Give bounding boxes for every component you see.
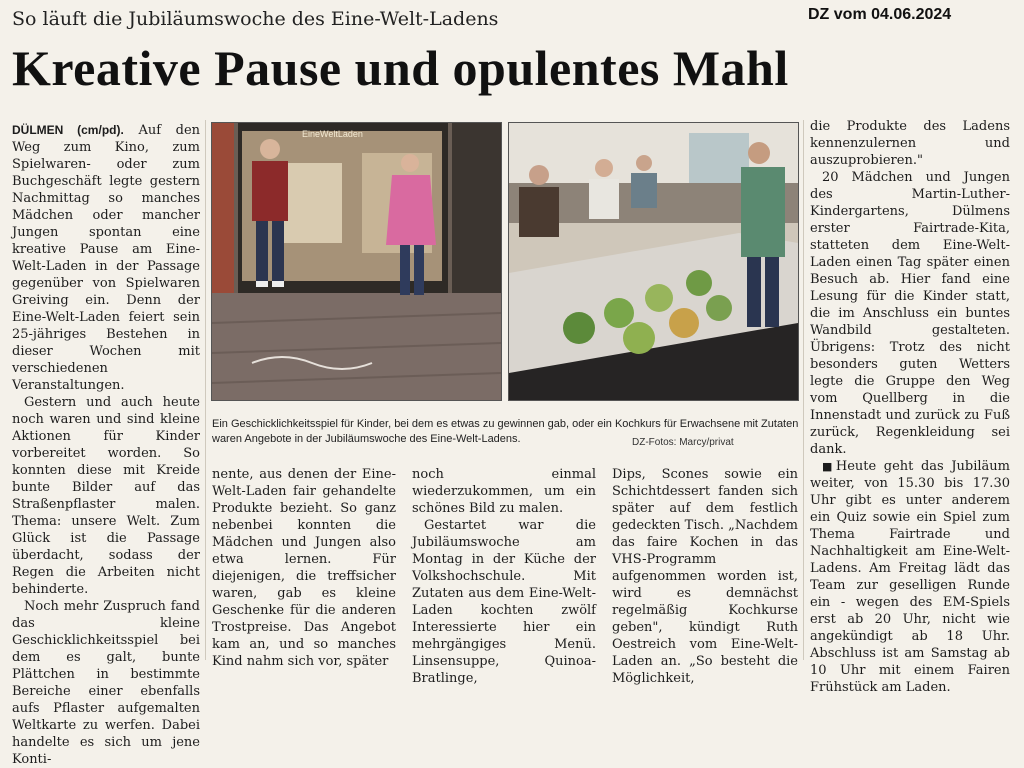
paragraph: Dips, Scones sowie ein Schichtdessert fanden sich später auf dem festlich gedeckten Tisch. „Nachdem das faire Kochen in das VHS-Programm aufgenommen worden ist, wird es demnächst regelmäßig Kochkurse geben", kündigt Ruth Oestreich vom Eine-Welt-Laden an. „So besteht die Möglichkeit,: [612, 467, 798, 686]
paragraph: ■ Heute geht das Jubiläum weiter, von 15.30 bis 17.30 Uhr gibt es unter anderem ein Quiz sowie ein Spiel zum Thema Fairtrade und Nachhaltigkeit am Eine-Welt-Ladens. Am Freitag lädt das Team zur geselligen Runde ein - wegen des EM-Spiels erst ab 20 Uhr, nicht wie angekündigt ab 18 Uhr. Abschluss ist am Samstag ab 10 Uhr mit einem Fairen Frühstück am Laden.: [810, 458, 1010, 696]
paragraph: 20 Mädchen und Jungen des Martin-Luther-Kindergartens, Dülmens erster Fairtrade-Kita, statteten dem Eine-Welt-Laden einen Tag später einen Besuch ab. Hier fand eine Lesung für die Kinder statt, die im Anschluss ein buntes Wandbild gestalteten. Übrigens: Trotz des nicht besonders guten Wetters legte die Gruppe den Weg vom Quellberg in die Innenstadt und zurück zu Fuß zurück, Regenkleidung sei dank.: [810, 170, 1010, 457]
paragraph: noch einmal wiederzukommen, um ein schönes Bild zu malen.: [412, 467, 596, 516]
headline: Kreative Pause und opulentes Mahl: [12, 40, 789, 96]
photo-credit: DZ-Fotos: Marcy/privat: [632, 437, 734, 448]
paragraph-text: Auf den Weg zum Kino, zum Spielwaren- oder zum Buchgeschäft legte gestern Nachmittag so manches Mädchen oder mancher Jungen spontan eine kreative Pause am Eine-Welt-Laden in der Passage gegenüber von Spielwaren Greiving ein. Denn der Eine-Welt-Laden feiert sein 25-jähriges Bestehen in dieser Wochen mit verschiedenen Veranstaltungen.: [12, 123, 201, 393]
paragraph: nente, aus denen der Eine-Welt-Laden fair gehandelte Produkte bezieht. So ganz nebenbei konnten die Mädchen und Jungen also etwa lernen. Für diejenigen, die treffsicher waren, gab es kleine Geschenke für die anderen Trostpreise. Das Angebot kam an, und so manches Kind nahm sich vor, später: [212, 467, 396, 669]
photo-cooking-class: [508, 122, 799, 401]
dateline: DÜLMEN (cm/pd).: [12, 123, 124, 137]
paragraph: die Produkte des Ladens kennenzulernen und auszuprobieren.": [810, 119, 1010, 168]
column-2: [212, 466, 396, 669]
paragraph: Noch mehr Zuspruch fand das kleine Geschicklichkeitsspiel bei dem es galt, bunte Plättchen in bestimmte Bereiche einer ebenfalls aufs Pflaster aufgemalten Weltkarte zu werfen. Dabei handelte es sich um jene Konti-: [12, 599, 200, 767]
column-4: [612, 466, 798, 686]
photo-cooking-class-image: [509, 123, 798, 400]
photo-shop-front: [211, 122, 502, 401]
column-3: [412, 466, 596, 686]
photo-shop-front-image: [212, 123, 501, 400]
article-kicker: So läuft die Jubiläumswoche des Eine-Welt-Ladens: [12, 8, 499, 30]
column-rule: [205, 120, 206, 660]
photo-caption: Ein Geschicklichkeitsspiel für Kinder, bei dem es etwas zu gewinnen gab, oder ein Kochkurs für Erwachsene mit Zutaten waren Angebote in der Jubiläumswoche des Eine-Welt-Ladens.: [212, 418, 799, 445]
paragraph: Gestern und auch heute noch waren und sind kleine Aktionen für Kinder vorbereitet worden. So konnten diese mit Kreide bunte Bilder auf das Straßenpflaster malen. Thema: unsere Welt. Zum Glück ist die Passage überdacht, sodass der Regen die Arbeiten nicht behinderte.: [12, 395, 200, 597]
column-5: [810, 118, 1010, 695]
column-1: [12, 122, 201, 767]
source-date: DZ vom 04.06.2024: [808, 6, 952, 23]
shop-sign: EineWeltLaden: [302, 129, 363, 139]
paragraph: Gestartet war die Jubiläumswoche am Montag in der Küche der Volkshochschule. Mit Zutaten aus dem Eine-Welt-Laden kochten zwölf Interessierte hier ein mehrgängiges Menü. Linsensuppe, Quinoa-Bratlinge,: [412, 518, 596, 686]
column-rule: [803, 120, 804, 660]
paragraph: [12, 122, 200, 394]
